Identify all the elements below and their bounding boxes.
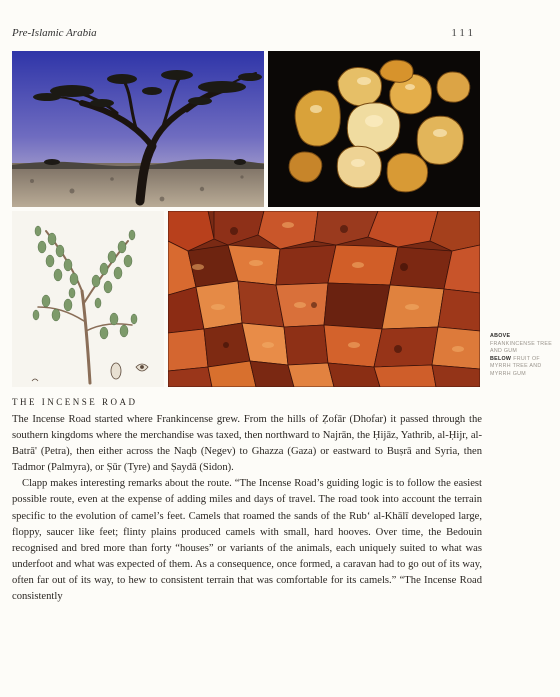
myrrh-tree-botanical-illustration [12,211,164,387]
page-number: 111 [451,27,476,39]
paragraph-2: Clapp makes interesting remarks about the route. “The Incense Road’s guiding logic is to follow the easiest possible route, even at the expense of adding miles and days of travel. The road took into account the terrain specific to the evolution of camel’s feet. Camels that roamed the sands of the Rub‘ al-Khālī developed large, floppy, saucer like feet; flinty plains produced camels with small, hard hooves. Over time, the Bedouin recognised and bred more than forty “houses” or variants of the animals, each uniquely suited to what was underfoot and what was expected of them. As a consequence, once formed, a caravan had to go out of its way, often far out of its way, to hew to consistent terrain that was comfortable for its camels.” “The Incense Road consistently [12,478,482,603]
body-text [12,412,482,605]
frankincense-tree-photo [12,51,264,207]
myrrh-gum-photo [168,211,480,387]
caption-below-label: BELOW [490,355,512,362]
caption-below-text: FRUIT OF MYRRH TREE AND MYRRH GUM [490,355,542,377]
figure-caption [490,333,554,379]
caption-above-label: ABOVE [490,333,511,339]
paragraph-1: The Incense Road started where Frankincense grew. From the hills of Ẓofār (Dhofar) it passed through the southern kingdoms where the merchandise was taxed, then northward to Najrān, the Ḥijāz, Yathrib, al-Ḥijr, al-Batrā' (Petra), then either across the Naqb (Negev) to Ghazza (Gaza) or eastward to Buṣrā and Syria, then Tadmor (Palmyra), or Ṣūr (Tyre) and Ṣaydā (Sidon). [12,414,482,474]
caption-above-text: FRANKINCENSE TREE AND GUM [490,340,553,355]
running-head: Pre-Islamic Arabia [12,27,97,39]
frankincense-resin-photo [268,51,480,207]
section-heading: THE INCENSE ROAD [12,397,138,407]
